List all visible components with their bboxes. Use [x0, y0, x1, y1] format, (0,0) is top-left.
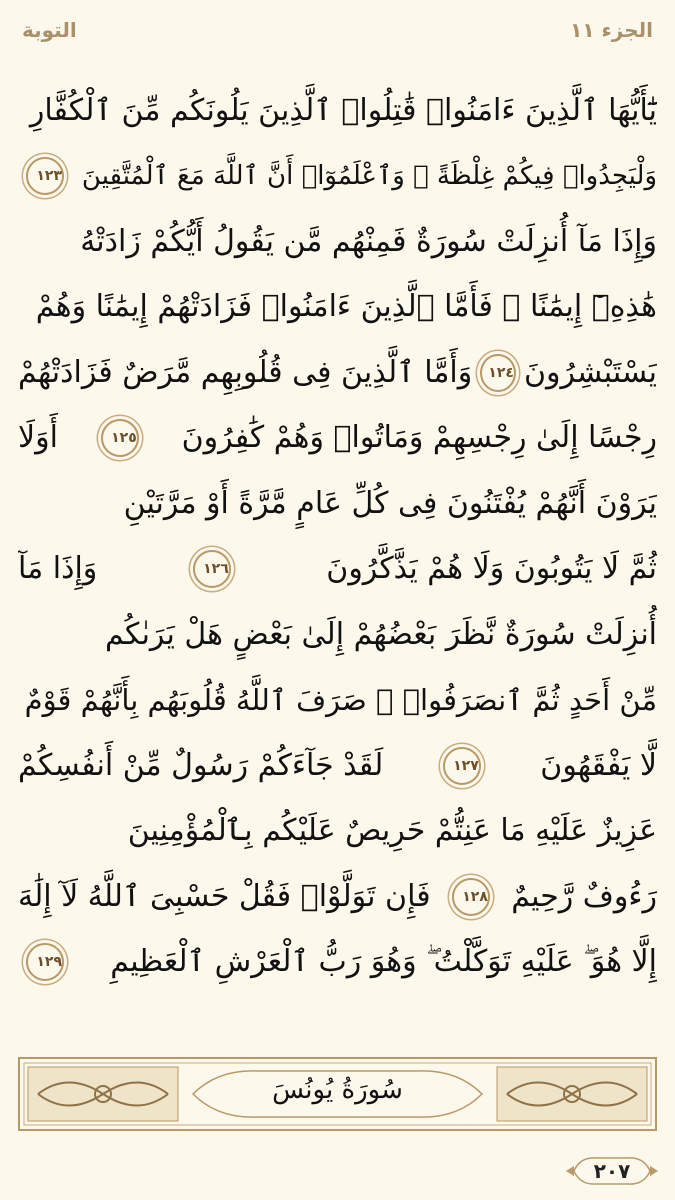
verse-line — [18, 471, 657, 537]
verses-text — [18, 78, 657, 995]
verse-line — [18, 209, 657, 275]
verse-text: لَّا يَفْقَهُونَ — [540, 747, 657, 783]
page-number: ٢٠٧ — [593, 1159, 631, 1183]
verse-text: ثُمَّ لَا يَتُوبُونَ وَلَا هُمْ يَذَّكَّرُونَ — [326, 551, 657, 587]
surah-title: سُورَةُ يُونُسَ — [272, 1075, 403, 1105]
verse-text: أَوَلَا — [18, 420, 58, 456]
verse-text: لَقَدْ جَآءَكُمْ رَسُولٌ مِّنْ أَنفُسِكُمْ — [18, 747, 384, 783]
page-number-badge — [564, 1155, 660, 1187]
verse-line — [18, 537, 657, 603]
verse-text: وَلْيَجِدُوا۟ فِيكُمْ غِلْظَةً ۚ وَٱعْلَمُوٓا۟ أَنَّ ٱللَّهَ مَعَ ٱلْمُتَّقِينَ — [81, 161, 657, 192]
verse-line — [18, 406, 657, 472]
verse-text: رِجْسًا إِلَىٰ رِجْسِهِمْ وَمَاتُوا۟ وَهُمْ كَٰفِرُونَ — [181, 420, 657, 456]
verse-text: يَرَوْنَ أَنَّهُمْ يُفْتَنُونَ فِى كُلِّ عَامٍ مَّرَّةً أَوْ مَرَّتَيْنِ — [123, 485, 657, 521]
verse-line — [18, 275, 657, 341]
verse-line — [18, 144, 657, 210]
juz-label: الجزء ١١ — [570, 18, 653, 42]
verse-line — [18, 930, 657, 996]
verse-text: إِلَّا هُوَ ۖ عَلَيْهِ تَوَكَّلْتُ ۖ وَهُوَ رَبُّ ٱلْعَرْشِ ٱلْعَظِيمِ — [110, 944, 657, 980]
verse-text: يَسْتَبْشِرُونَ — [523, 354, 657, 390]
verse-line — [18, 668, 657, 734]
page-header — [0, 14, 675, 50]
verse-text: وَإِذَا مَآ أُنزِلَتْ سُورَةٌ فَمِنْهُم مَّن يَقُولُ أَيُّكُمْ زَادَتْهُ — [80, 223, 657, 259]
ayah-number-marker: ١٢٣ — [26, 157, 64, 195]
ayah-number-marker: ١٢٩ — [26, 943, 64, 981]
verse-line — [18, 733, 657, 799]
surah-banner — [18, 1057, 657, 1131]
ayah-number-marker: ١٢٧ — [443, 747, 481, 785]
verse-line — [18, 799, 657, 865]
verse-line — [18, 602, 657, 668]
ayah-number-marker: ١٢٤ — [480, 354, 516, 392]
verse-text: يَٰٓأَيُّهَا ٱلَّذِينَ ءَامَنُوا۟ قَٰتِلُوا۟ ٱلَّذِينَ يَلُونَكُم مِّنَ ٱلْكُفَّارِ — [29, 92, 657, 128]
verse-line — [18, 864, 657, 930]
ayah-number-marker: ١٢٨ — [452, 878, 490, 916]
verse-text: فَإِن تَوَلَّوْا۟ فَقُلْ حَسْبِىَ ٱللَّهُ لَآ إِلَٰهَ — [18, 878, 431, 914]
verse-text: أُنزِلَتْ سُورَةٌ نَّظَرَ بَعْضُهُمْ إِلَىٰ بَعْضٍ هَلْ يَرَىٰكُم — [105, 616, 657, 652]
verse-text: مِّنْ أَحَدٍ ثُمَّ ٱنصَرَفُوا۟ ۚ صَرَفَ ٱللَّهُ قُلُوبَهُم بِأَنَّهُمْ قَوْمٌ — [24, 682, 657, 717]
verse-text: وَإِذَا مَآ — [18, 551, 98, 587]
verse-line — [18, 78, 657, 144]
verse-line — [18, 340, 657, 406]
verse-text: رَءُوفٌ رَّحِيمٌ — [511, 878, 657, 914]
surah-name-label: التوبة — [22, 18, 77, 42]
verse-text: هَٰذِهِۦٓ إِيمَٰنًا ۚ فَأَمَّا ٱلَّذِينَ ءَامَنُوا۟ فَزَادَتْهُمْ إِيمَٰنًا وَهُمْ — [35, 289, 657, 325]
verse-text: عَزِيزٌ عَلَيْهِ مَا عَنِتُّمْ حَرِيصٌ عَلَيْكُم بِٱلْمُؤْمِنِينَ — [127, 813, 657, 849]
ayah-number-marker: ١٢٦ — [193, 550, 231, 588]
ayah-number-marker: ١٢٥ — [101, 419, 139, 457]
verse-text: وَأَمَّا ٱلَّذِينَ فِى قُلُوبِهِم مَّرَضٌ فَزَادَتْهُمْ — [18, 354, 473, 390]
